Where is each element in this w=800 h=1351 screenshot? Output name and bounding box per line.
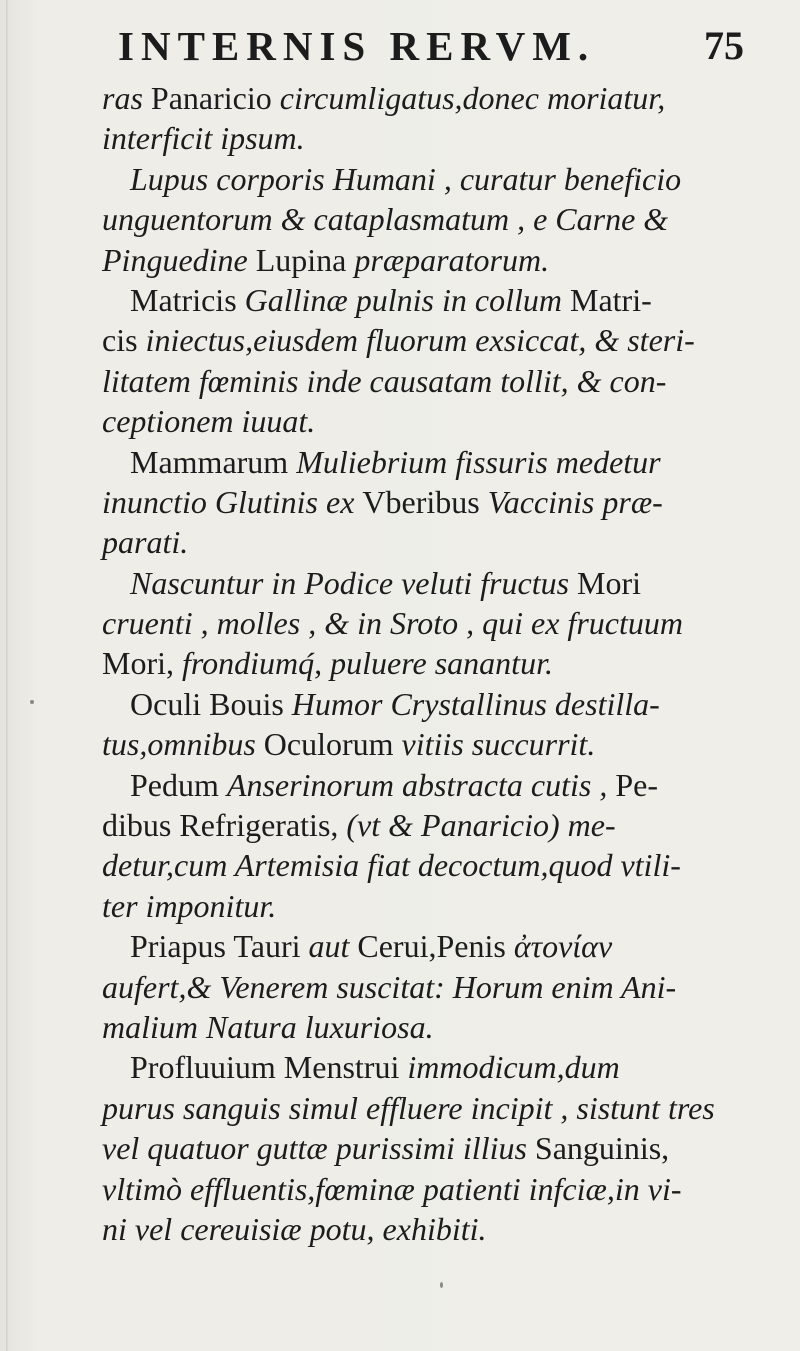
text-line bbox=[102, 199, 772, 239]
roman-text-segment: cis bbox=[102, 322, 146, 359]
roman-text-segment: Pe- bbox=[615, 766, 658, 803]
text-line bbox=[102, 886, 772, 926]
body-text bbox=[102, 78, 772, 1249]
roman-text-segment: Vberibus bbox=[362, 483, 488, 520]
text-line bbox=[102, 603, 772, 643]
italic-text-segment: detur,cum Artemisia fiat decoctum,quod vtili- bbox=[102, 847, 681, 884]
text-line bbox=[102, 401, 772, 441]
text-line bbox=[102, 1128, 772, 1168]
text-line bbox=[102, 118, 772, 158]
italic-text-segment: litatem fœminis inde causatam tollit, & con- bbox=[102, 362, 667, 399]
text-line bbox=[102, 522, 772, 562]
text-line bbox=[102, 159, 772, 199]
text-line bbox=[102, 1047, 772, 1087]
roman-text-segment: Profluuium Menstrui bbox=[130, 1049, 408, 1086]
text-line bbox=[102, 361, 772, 401]
paper-speck bbox=[30, 700, 34, 704]
text-line bbox=[102, 1169, 772, 1209]
italic-text-segment: vel quatuor guttæ purissimi illius bbox=[102, 1130, 535, 1167]
roman-text-segment: Mammarum bbox=[130, 443, 297, 480]
text-line bbox=[102, 442, 772, 482]
text-line bbox=[102, 563, 772, 603]
text-line bbox=[102, 967, 772, 1007]
roman-text-segment: Lupina bbox=[255, 241, 355, 278]
italic-text-segment: Gallinæ pulnis in collum bbox=[244, 281, 570, 318]
italic-text-segment: ras bbox=[102, 80, 151, 116]
italic-text-segment: ter imponitur. bbox=[102, 887, 277, 924]
italic-text-segment: (vt & Panaricio) me- bbox=[346, 807, 616, 844]
italic-text-segment: præparatorum. bbox=[354, 241, 550, 278]
italic-text-segment: inunctio Glutinis ex bbox=[102, 483, 363, 520]
italic-text-segment: ceptionem iuuat. bbox=[102, 403, 316, 440]
roman-text-segment: Cerui,Penis bbox=[357, 928, 514, 965]
roman-text-segment: Pedum bbox=[130, 766, 227, 803]
roman-text-segment: Oculi Bouis bbox=[130, 685, 292, 722]
italic-text-segment: cruenti , molles , & in Sroto , qui ex fructuum bbox=[102, 605, 683, 642]
text-line bbox=[102, 280, 772, 320]
text-line bbox=[102, 78, 772, 118]
roman-text-segment: Sanguinis, bbox=[534, 1130, 670, 1167]
text-line bbox=[102, 1088, 772, 1128]
italic-text-segment: aut bbox=[308, 928, 358, 965]
italic-text-segment: immodicum,dum bbox=[407, 1049, 620, 1086]
italic-text-segment: ἀτονίαν bbox=[513, 928, 613, 965]
roman-text-segment: dibus Refrigeratis, bbox=[102, 807, 347, 844]
italic-text-segment: aufert,& Venerem suscitat: Horum enim Ani- bbox=[102, 968, 677, 1005]
text-line bbox=[102, 805, 772, 845]
text-line bbox=[102, 1209, 772, 1249]
italic-text-segment: tus,omnibus bbox=[102, 726, 264, 763]
italic-text-segment: frondiumq́, puluere sanantur. bbox=[182, 645, 553, 682]
text-line bbox=[102, 643, 772, 683]
text-line bbox=[102, 1007, 772, 1047]
roman-text-segment: Matri- bbox=[569, 281, 652, 318]
text-line bbox=[102, 482, 772, 522]
italic-text-segment: vitiis succurrit. bbox=[401, 726, 596, 763]
italic-text-segment: malium Natura luxuriosa. bbox=[102, 1008, 434, 1045]
text-line bbox=[102, 320, 772, 360]
italic-text-segment: Nascuntur in Podice veluti fructus bbox=[130, 564, 578, 601]
italic-text-segment: Anserinorum abstracta cutis , bbox=[226, 766, 616, 803]
text-line bbox=[102, 240, 772, 280]
roman-text-segment: Oculorum bbox=[263, 726, 402, 763]
text-line bbox=[102, 926, 772, 966]
roman-text-segment: Matricis bbox=[130, 281, 245, 318]
italic-text-segment: Humor Crystallinus destilla- bbox=[291, 685, 660, 722]
italic-text-segment: Lupus corporis Humani , curatur beneficio bbox=[130, 160, 682, 197]
page-header bbox=[118, 12, 760, 72]
page-number: 75 bbox=[704, 23, 744, 68]
italic-text-segment: iniectus,eiusdem fluorum exsiccat, & steri- bbox=[145, 322, 695, 359]
italic-text-segment: vltimò effluentis,fœminæ patienti infciæ,in vi- bbox=[102, 1170, 682, 1207]
italic-text-segment: Muliebrium fissuris medetur bbox=[296, 443, 661, 480]
text-line bbox=[102, 684, 772, 724]
text-line bbox=[102, 765, 772, 805]
italic-text-segment: circumligatus,donec moriatur, bbox=[279, 80, 666, 116]
italic-text-segment: purus sanguis simul effluere incipit , sistunt tres bbox=[102, 1089, 715, 1126]
page-fold-shadow bbox=[6, 0, 9, 1351]
text-line bbox=[102, 724, 772, 764]
italic-text-segment: Pinguedine bbox=[102, 241, 256, 278]
italic-text-segment: parati. bbox=[102, 524, 189, 561]
roman-text-segment: Mori bbox=[577, 564, 642, 601]
italic-text-segment: Vaccinis præ- bbox=[487, 483, 663, 520]
running-title: INTERNIS RERVM. bbox=[118, 23, 596, 69]
roman-text-segment: Mori, bbox=[102, 645, 182, 682]
roman-text-segment: Priapus Tauri bbox=[130, 928, 309, 965]
roman-text-segment: Panaricio bbox=[150, 80, 280, 116]
italic-text-segment: unguentorum & cataplasmatum , e Carne & bbox=[102, 201, 669, 238]
text-line bbox=[102, 845, 772, 885]
italic-text-segment: interficit ipsum. bbox=[102, 120, 305, 157]
paper-speck bbox=[440, 1282, 443, 1288]
italic-text-segment: ni vel cereuisiæ potu, exhibiti. bbox=[102, 1210, 487, 1247]
